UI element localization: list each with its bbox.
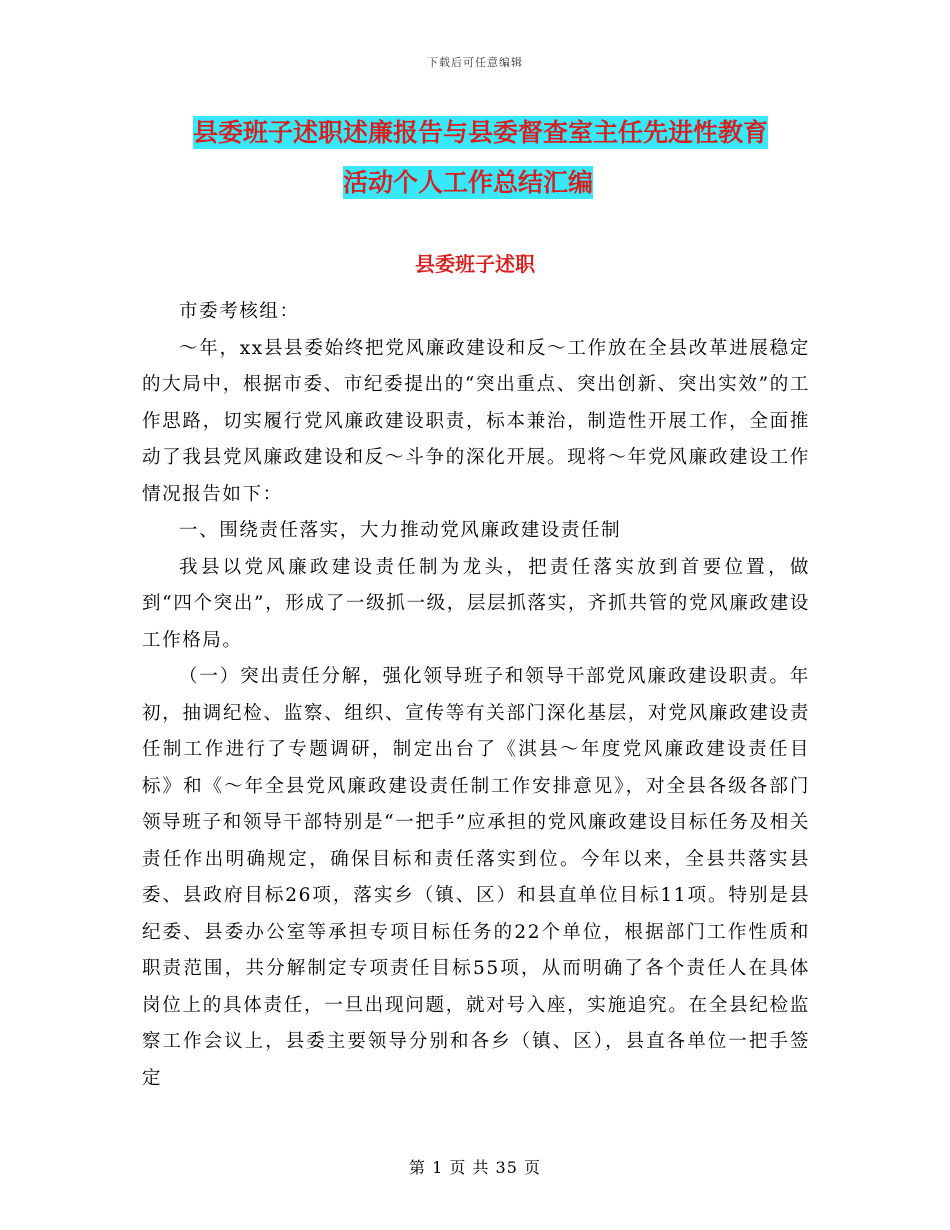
paragraph: 我县以党风廉政建设责任制为龙头，把责任落实放到首要位置，做到“四个突出”，形成了一级抓一级，层层抓落实，齐抓共管的党风廉政建设工作格局。 — [142, 556, 810, 651]
title-line-1 — [140, 108, 820, 158]
paragraph: （一）突出责任分解，强化领导班子和领导干部党风廉政建设职责。年初，抽调纪检、监察、组织、宣传等有关部门深化基层，对党风廉政建设责任制工作进行了专题调研，制定出台了《淇县～年度党风廉政建设责任目标》和《～年全县党风廉政建设责任制工作安排意见》，对全县各级各部门领导班子和领导干部特别是“一把手”应承担的党风廉政建设目标任务及相关责任作出明确规定，确保目标和责任落实到位。今年以来，全县共落实县委、县政府目标26项，落实乡（镇、区）和县直单位目标11项。特别是县纪委、县委办公室等承担专项目标任务的22个单位，根据部门工作性质和职责范围，共分解制定专项责任目标55项，从而明确了各个责任人在具体岗位上的具体责任，一旦出现问题，就对号入座，实施追究。在全县纪检监察工作会议上，县委主要领导分别和各乡（镇、区），县直各单位一把手签定 — [142, 666, 810, 1089]
title-line-2 — [140, 158, 820, 208]
paragraph-salutation: 市委考核组： — [179, 301, 300, 322]
page-footer: 第 1 页 共 35 页 — [409, 1158, 541, 1177]
title-line-1-text: 县委班子述职述廉报告与县委督查室主任先进性教育 — [193, 118, 769, 147]
body-text — [142, 294, 810, 1097]
title-line-2-text: 活动个人工作总结汇编 — [343, 168, 594, 197]
paragraph: ～年，xx县县委始终把党风廉政建设和反～工作放在全县改革进展稳定的大局中，根据市委、市纪委提出的“突出重点、突出创新、突出实效”的工作思路，切实履行党风廉政建设职责，标本兼治，制造性开展工作，全面推动了我县党风廉政建设和反～斗争的深化开展。现将～年党风廉政建设工作情况报告如下： — [142, 337, 810, 505]
section-title: 县委班子述职 — [415, 252, 535, 276]
document-title — [140, 108, 820, 208]
paragraph-heading: 一、围绕责任落实，大力推动党风廉政建设责任制 — [179, 520, 622, 541]
header-note: 下载后可任意编辑 — [427, 56, 523, 69]
